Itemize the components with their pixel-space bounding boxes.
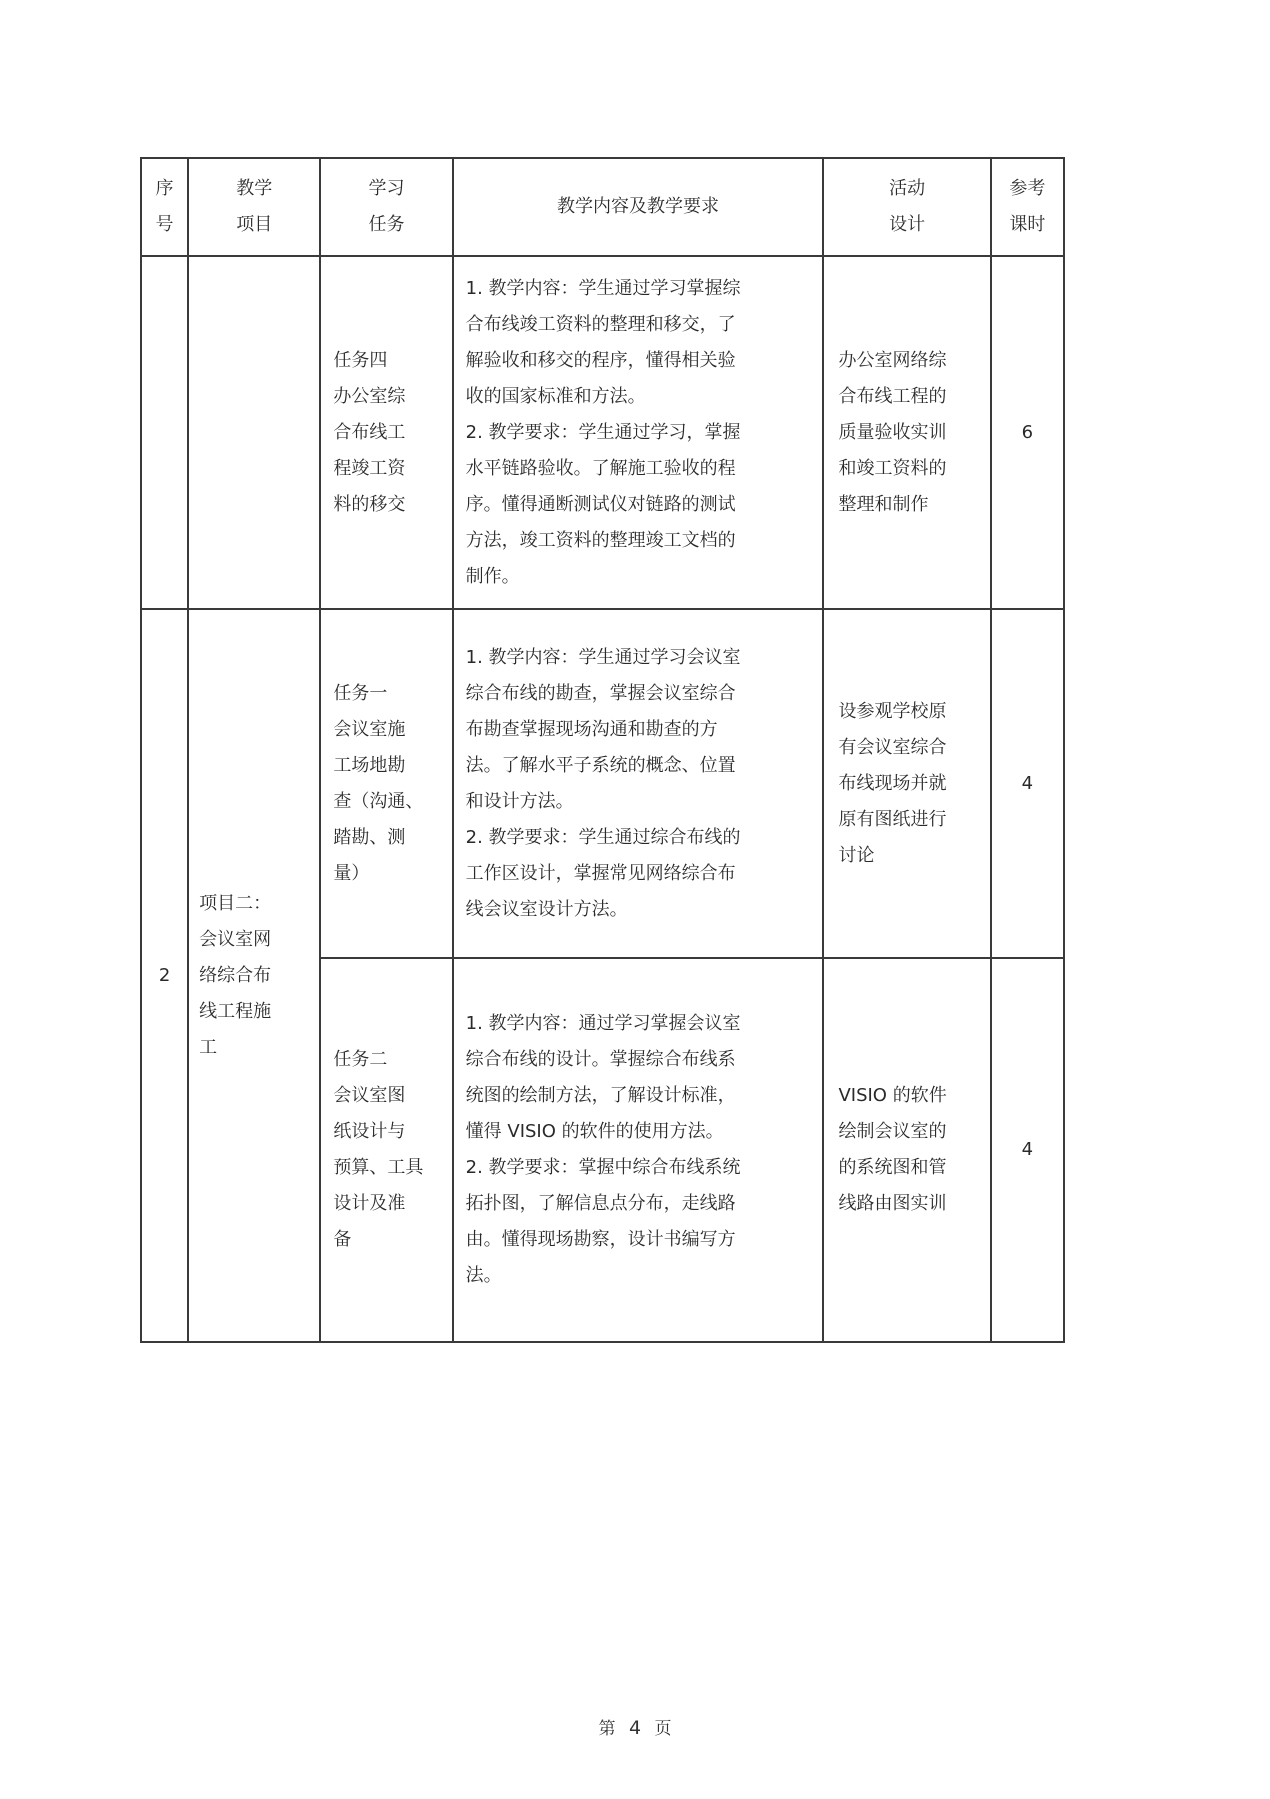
header-teaching-project: 教学 项目 [188,158,320,256]
header-reference-hours: 参考 课时 [991,158,1064,256]
project-cell-empty [188,256,320,609]
task-cell: 任务四 办公室综 合布线工 程竣工资 料的移交 [320,256,452,609]
task-cell: 任务二 会议室图 纸设计与 预算、工具 设计及准 备 [320,958,452,1342]
activity-cell: 办公室网络综 合布线工程的 质量验收实训 和竣工资料的 整理和制作 [823,256,990,609]
page-suffix: 页 [654,1719,672,1739]
content-cell: 1. 教学内容：学生通过学习会议室 综合布线的勘查，掌握会议室综合 布勘查掌握现场沟通和勘查的方 法。了解水平子系统的概念、位置 和设计方法。 2. 教学要求：学生通过综合布线的 工作区设计，掌握常见网络综合布 线会议室设计方法。 [453,609,824,958]
activity-cell: 设参观学校原 有会议室综合 布线现场并就 原有图纸进行 讨论 [823,609,990,958]
teaching-plan-table [140,157,1065,1343]
header-learning-task: 学习 任务 [320,158,452,256]
task-cell: 任务一 会议室施 工场地勘 查（沟通、 踏勘、测 量） [320,609,452,958]
hours-cell: 4 [991,609,1064,958]
hours-cell: 6 [991,256,1064,609]
page-prefix: 第 [598,1719,616,1739]
header-serial-number: 序 号 [141,158,188,256]
table-row [141,609,1064,958]
content-cell: 1. 教学内容：通过学习掌握会议室 综合布线的设计。掌握综合布线系 统图的绘制方法，了解设计标准， 懂得 VISIO 的软件的使用方法。 2. 教学要求：掌握中综合布线系统 拓扑图，了解信息点分布，走线路 由。懂得现场勘察，设计书编写方 法。 [453,958,824,1342]
hours-cell: 4 [991,958,1064,1342]
table-row [141,256,1064,609]
content-cell: 1. 教学内容：学生通过学习掌握综 合布线竣工资料的整理和移交，了 解验收和移交的程序，懂得相关验 收的国家标准和方法。 2. 教学要求：学生通过学习，掌握 水平链路验收。了解施工验收的程 序。懂得通断测试仪对链路的测试 方法，竣工资料的整理竣工文档的 制作。 [453,256,824,609]
header-activity-design: 活动 设计 [823,158,990,256]
page-footer [0,1714,1270,1739]
project-cell: 项目二： 会议室网 络综合布 线工程施 工 [188,609,320,1342]
table-header-row [141,158,1064,256]
activity-cell: VISIO 的软件 绘制会议室的 的系统图和管 线路由图实训 [823,958,990,1342]
page-number: 4 [628,1717,642,1739]
serial-number-cell: 2 [141,609,188,1342]
header-content-requirements: 教学内容及教学要求 [453,158,824,256]
serial-cell-empty [141,256,188,609]
